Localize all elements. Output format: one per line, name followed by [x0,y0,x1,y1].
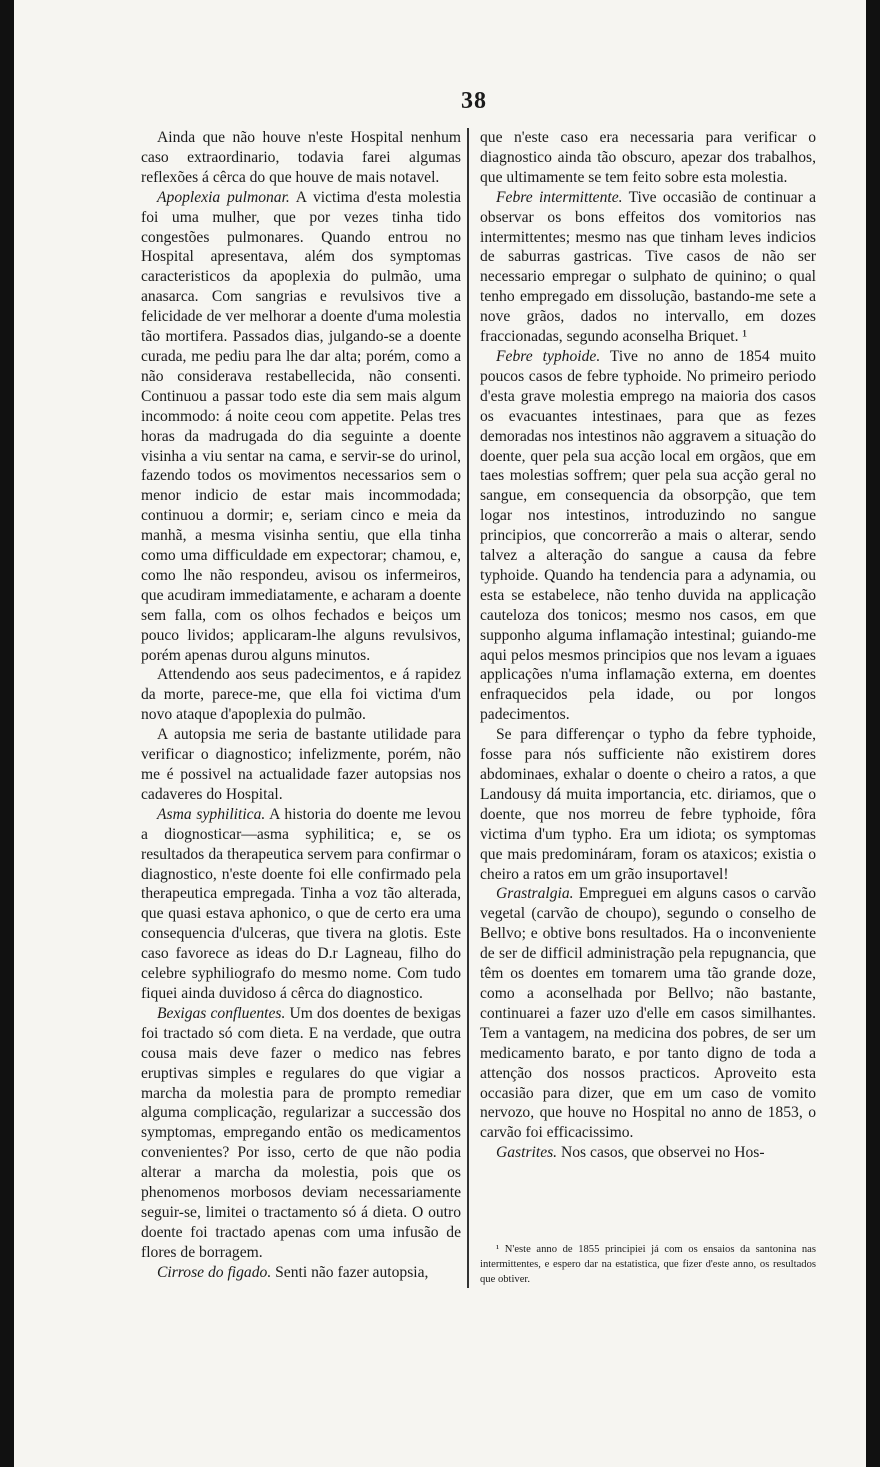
paragraph-text: A autopsia me seria de bastante utilidade para verificar o diagnostico; infelizmente, porém, não me é possivel na actualidade fazer autopsias nos cadaveres do Hospital. [141,726,461,803]
paragraph-text: Um dos doentes de bexigas foi tractado só com dieta. E na verdade, que outra cousa mais deve fazer o medico nas febres eruptivas simples e regulares do que vigiar a marcha da molestia para de prompto remediar alguma complicação, regularizar a successão dos symptomas, empregando então os medicamentos convenientes? Por isso, certo de que não podia alterar a marcha da molestia, pois que os phenomenos morbosos deviam necessariamente seguir-se, limitei o tractamento só á dieta. O outro doente foi tractado apenas com uma infusão de flores de borragem. [141,1004,461,1261]
section-heading: Febre typhoide. [496,347,601,365]
paragraph [480,347,816,725]
paragraph-text: Tive no anno de 1854 muito poucos casos de febre typhoide. No primeiro periodo d'esta grave molestia emprego na maioria dos casos os evacuantes intestinaes, para que as fezes demoradas nos intestinos não aggravem a situação do doente, quer pela sua acção local em orgãos, que em taes molestias soffrem; quer pela sua acção geral no sangue, em consequencia da obsorpção, que tem logar nos intestinos, introduzindo no sangue principios, que concorrerão a mais o alterar, sendo talvez a alteração do sangue a causa da febre typhoide. Quando ha tendencia para a adynamia, ou esta se estabelece, não tenho duvida na applicação cauteloza dos tonicos; mesmo nos casos, em que supponho alguma inflamação intestinal; guiando-me aqui pelos mesmos principios que nos levam a iguaes applicações n'uma inflamação externa, em doentes enfraquecidos pela idade, ou por longos padecimentos. [480,347,816,724]
paragraph [141,1263,461,1283]
paragraph [480,188,816,347]
paragraph-text: Nos casos, que observei no Hos- [557,1144,765,1162]
footnote [480,1242,816,1287]
section-heading: Asma syphilitica. [157,805,266,823]
column-divider [467,128,469,1288]
footnote-text: ¹ N'este anno de 1855 principiei já com os ensaios da santonina nas intermittentes, e espero dar na estatistica, que fizer d'este anno, os resultados que obtiver. [480,1244,816,1285]
paragraph [141,725,461,805]
paragraph [480,725,816,884]
paragraph [480,1143,816,1163]
paragraph [141,805,461,1004]
paragraph-text: A victima d'esta molestia foi uma mulher, que por vezes tinha tido congestões pulmonares. Quando entrou no Hospital apresentava, além dos symptomas caracteristicos da apoplexia do pulmão, uma anasarca. Com sangrias e revulsivos tive a felicidade de ver melhorar a doente d'uma molestia tão mortifera. Passados dias, julgando-se a doente curada, me pediu para lhe dar alta; porém, como a não considerava restabellecida, não consenti. Continuou a passar todo este dia sem mais algum incommodo: á noite ceou com appetite. Pelas tres horas da madrugada do dia seguinte a doente visinha a viu sentar na cama, e servir-se do urinol, fazendo todos os movimentos necessarios sem o menor indicio de estar mais incommodada; continuou a dormir; e, seriam cinco e meia da manhã, a mesma visinha sentiu, que ella tinha como uma difficuldade em expectorar; chamou, e, como lhe não respondeu, avisou os infermeiros, que acudiram immediatamente, e acharam a doente sem falla, com os olhos fechados e beiços um pouco lividos; applicaram-lhe alguns revulsivos, porém apenas durou alguns minutos. [141,188,462,664]
document-page [14,0,866,1467]
left-column [141,128,461,1283]
paragraph-text: Ainda que não houve n'este Hospital nenhum caso extraordinario, todavia farei algumas reflexões á cêrca do que houve de mais notavel. [141,129,461,186]
right-column [480,128,816,1163]
paragraph [480,884,816,1143]
section-heading: Grastralgia. [496,885,574,903]
paragraph-text: Senti não fazer autopsia, [271,1263,429,1281]
scan-edge-left [0,0,14,1467]
scan-edge-right [866,0,880,1467]
section-heading: Cirrose do figado. [157,1263,272,1281]
paragraph [141,188,461,666]
section-heading: Bexigas confluentes. [157,1004,286,1022]
paragraph-text: A historia do doente me levou a diognosticar—asma syphilitica; e, se os resultados da therapeutica servem para confirmar o diagnostico, n'este doente foi elle confirmado pela therapeutica empregada. Tinha a voz tão alterada, que quasi estava aphonico, o que de certo era uma consequencia d'ulceras, que tivera na glotis. Este caso favorece as ideas do D.r Lagneau, filho do celebre syphiliografo do mesmo nome. Com tudo fiquei ainda duvidoso á cêrca do diagnostico. [141,805,461,1002]
page-number: 38 [461,88,487,114]
section-heading: Febre intermittente. [496,188,623,206]
paragraph [480,128,816,188]
paragraph [141,1004,461,1263]
paragraph-text: Tive occasião de continuar a observar os bons effeitos dos vomitorios nas intermittentes; mesmo nas que tinham leves indicios de saburras gastricas. Tive casos de não ser necessario empregar o sulphato de quinino; o qual tenho empregado em dissolução, bastando-me sete a nove grãos, dados no intervallo, em dozes fraccionadas, segundo aconselha Briquet. ¹ [480,188,816,346]
paragraph-text: Empreguei em alguns casos o carvão vegetal (carvão de choupo), segundo o conselho de Bellvo; e obtive bons resultados. Ha o inconveniente de ser de difficil administração pela repugnancia, que têm os doentes em tomarem uma tão grande doze, como a aconselhada por Bellvo; não bastante, continuarei a fazer uzo d'elle em casos similhantes. Tem a vantagem, na medicina dos pobres, de ser um medicamento barato, e por tanto digno de toda a attenção dos nossos practicos. Aproveito esta occasião para dizer, que em um caso de vomito nervozo, que houve no Hospital no anno de 1853, o carvão foi efficacissimo. [480,885,816,1142]
section-heading: Apoplexia pulmonar. [157,188,290,206]
paragraph [141,128,461,188]
paragraph-text: que n'este caso era necessaria para verificar o diagnostico ainda tão obscuro, apezar dos trabalhos, que ultimamente se tem feito sobre esta molestia. [480,129,816,186]
paragraph-text: Attendendo aos seus padecimentos, e á rapidez da morte, parece-me, que ella foi victima d'um novo ataque d'apoplexia do pulmão. [141,666,461,724]
section-heading: Gastrites. [496,1144,558,1162]
paragraph-text: Se para differençar o typho da febre typhoide, fosse para nós sufficiente não existirem dores abdominaes, exhalar o doente o cheiro a ratos, a que Landousy dá muita importancia, etc. diriamos, que o doente, que nos morreu de febre typhoide, fôra victima d'um typho. Era um idiota; os symptomas que mais predomináram, foram os ataxicos; existia o cheiro a ratos em um grão insuportavel! [480,726,816,883]
paragraph [141,665,461,725]
